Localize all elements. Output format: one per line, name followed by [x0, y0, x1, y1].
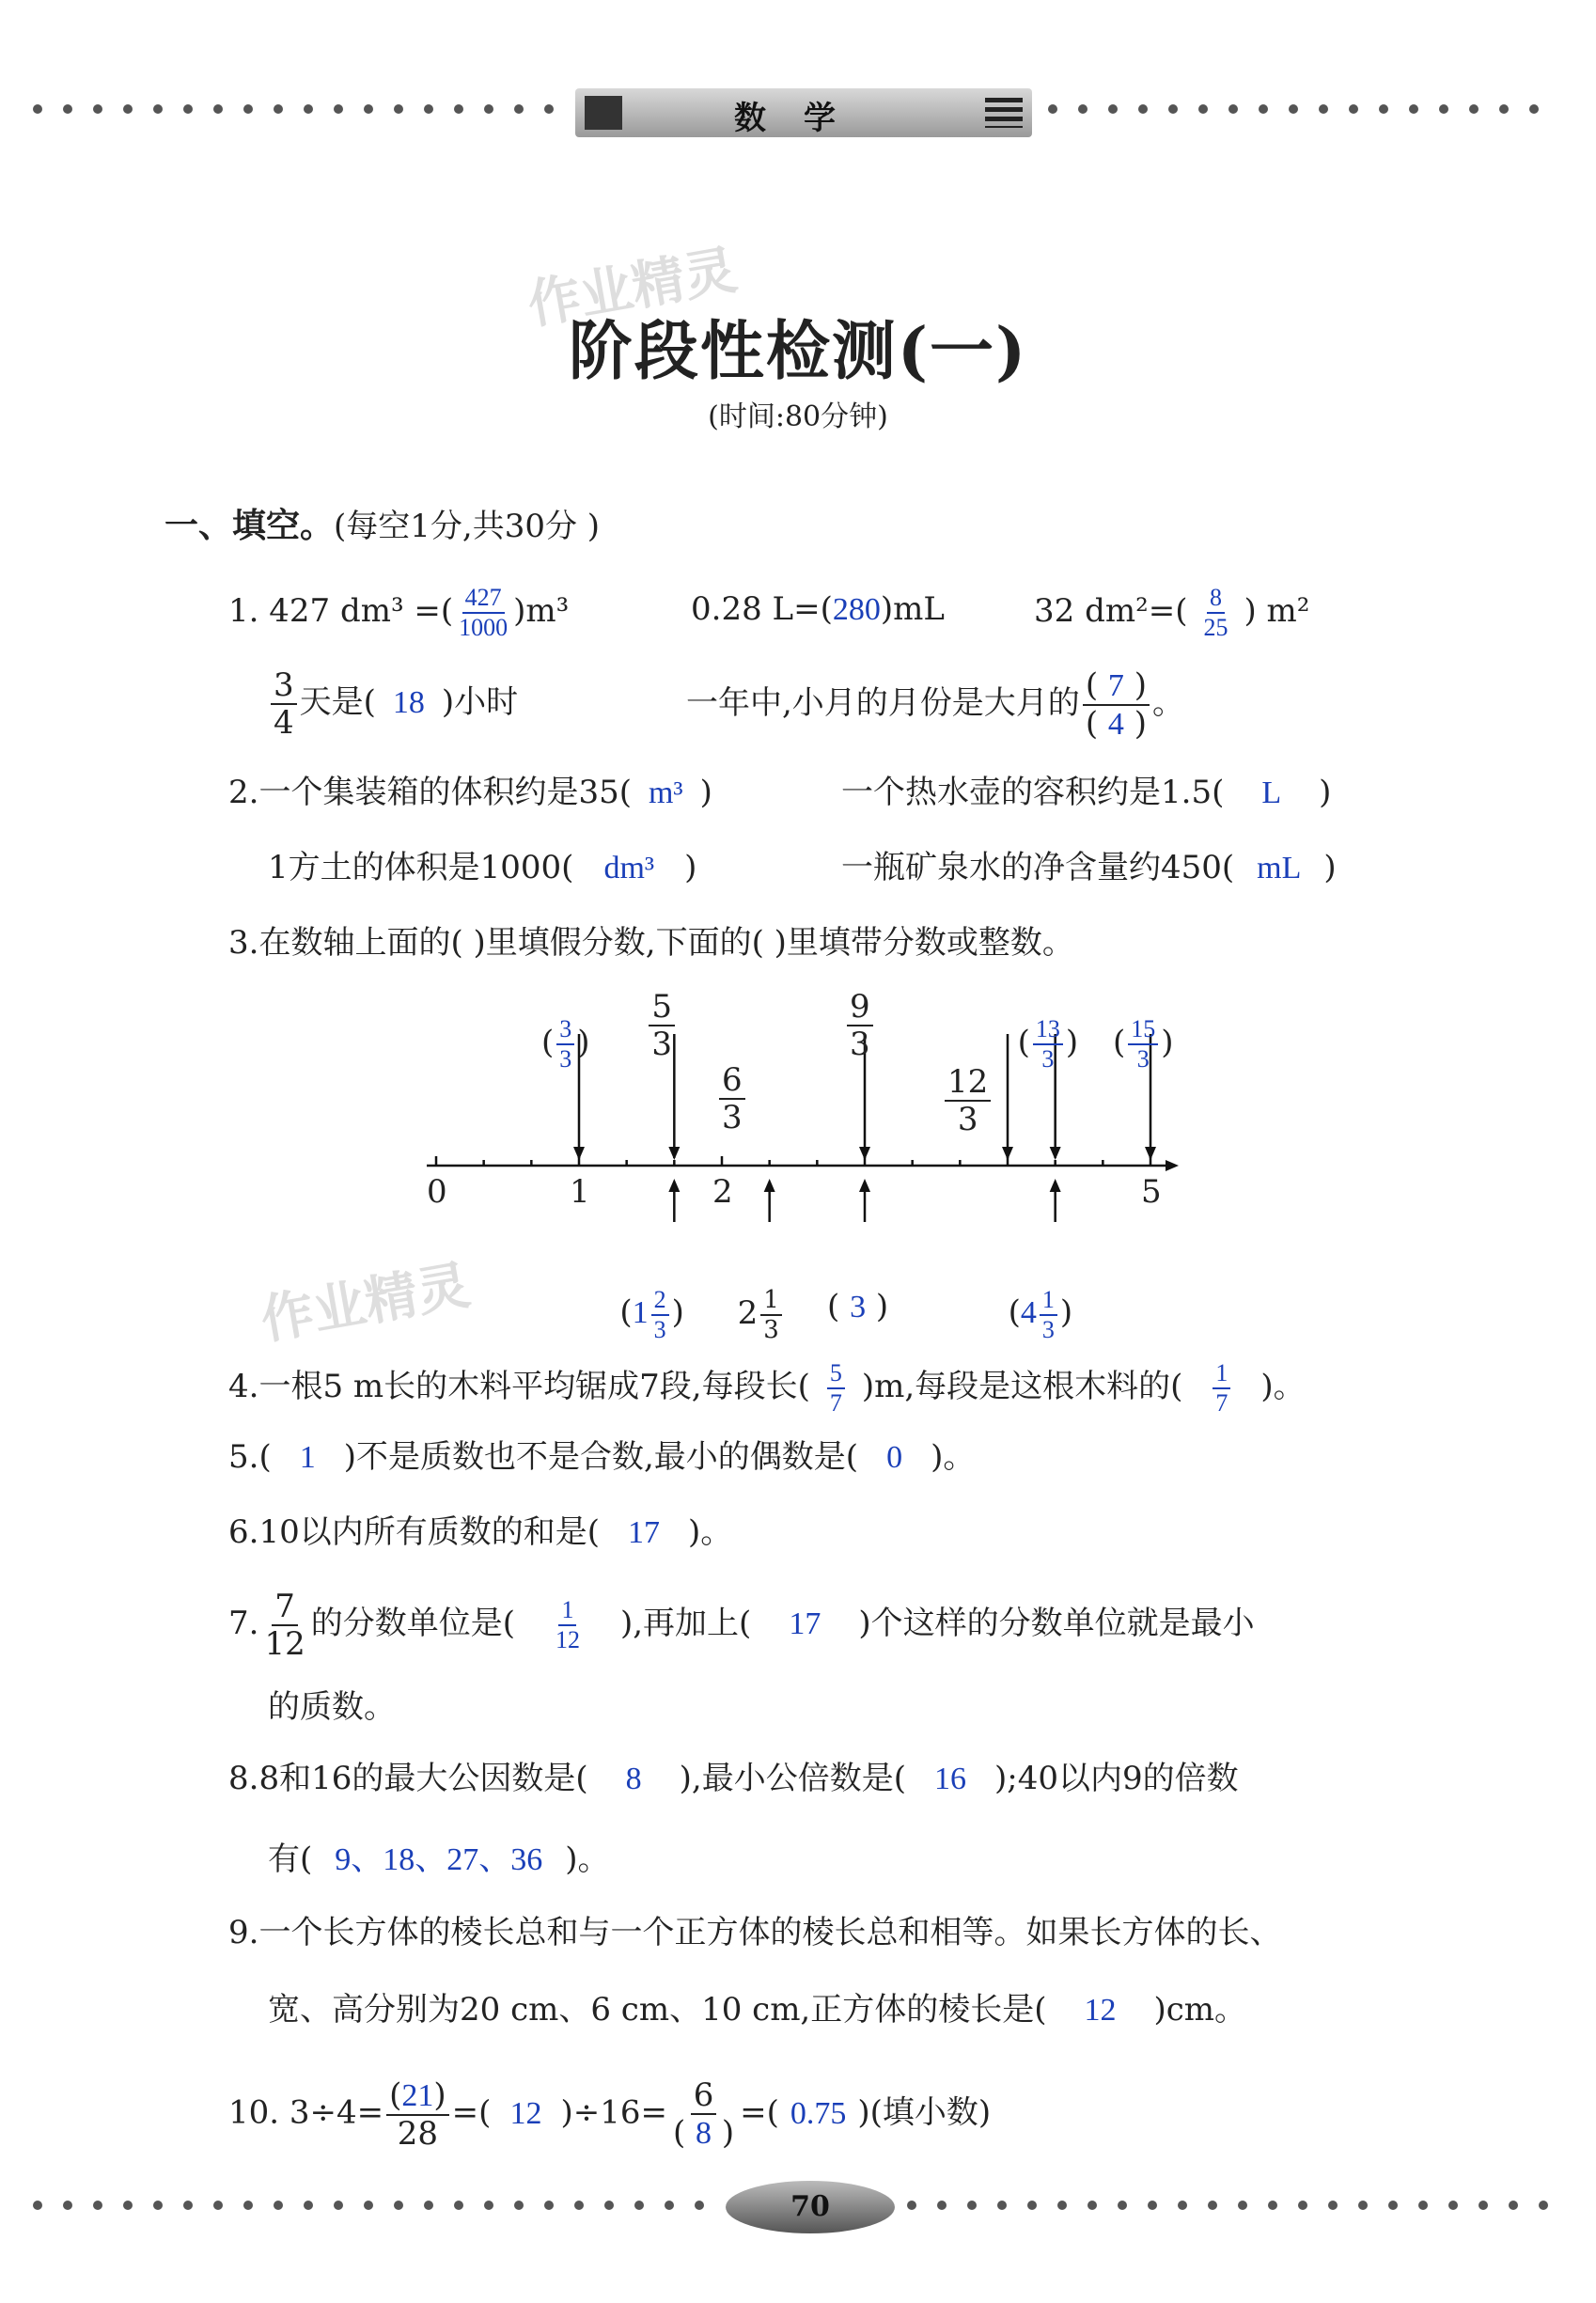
rule-dot — [484, 104, 493, 114]
rule-dot — [1379, 104, 1388, 114]
fraction: $\frac{3}{4}$ — [271, 669, 297, 739]
rule-dot — [33, 2201, 42, 2210]
rule-dot — [153, 104, 163, 114]
rule-dot — [1138, 104, 1148, 114]
rule-dot — [1509, 2201, 1518, 2210]
rule-dot — [274, 104, 283, 114]
q9-text: 9.一个长方体的棱长总和与一个正方体的棱长总和相等。如果长方体的长、 — [228, 1914, 1282, 1951]
rule-dot — [1529, 104, 1539, 114]
q8-text-cont: 有( 9、18、27、36 )。 — [268, 1841, 610, 1878]
rule-dot — [695, 2201, 704, 2210]
q8-text: 8.8和16的最大公因数是( 8 ),最小公倍数是( 16 );40以内9的倍数 — [228, 1760, 1239, 1797]
q2-part-c: 1方土的体积是1000( dm³ ) — [268, 849, 697, 886]
rule-dot — [274, 2201, 283, 2210]
answer-fraction: $\frac{6}{( 8 )}$ — [672, 2076, 735, 2152]
rule-dot — [1208, 2201, 1217, 2210]
rule-dot — [544, 104, 554, 114]
rule-dot — [1198, 104, 1208, 114]
answer: L — [1261, 776, 1282, 810]
rule-dot — [1148, 2201, 1157, 2210]
rule-dot — [1319, 104, 1328, 114]
bottom-mixed-label: (4 $\frac{1}{3}$ ) — [1008, 1286, 1073, 1343]
rule-dot — [1418, 2201, 1428, 2210]
bottom-mixed-label: ( 3 ) — [827, 1288, 889, 1325]
rule-dot — [1388, 2201, 1398, 2210]
q2-part-b: 一个热水壶的容积约是1.5( L ) — [841, 774, 1332, 811]
rule-dot — [364, 104, 373, 114]
rule-dot — [1349, 104, 1358, 114]
rule-dot — [1168, 104, 1178, 114]
answer: $\frac{5}{7}$ — [827, 1361, 845, 1416]
rule-dot — [243, 2201, 253, 2210]
answer: 17 — [627, 1515, 660, 1550]
bottom-arrowhead — [859, 1179, 870, 1192]
bottom-arrowhead — [764, 1179, 775, 1192]
rule-dot — [634, 2201, 644, 2210]
rule-dot — [123, 2201, 133, 2210]
q2-part-a: 2.一个集装箱的体积约是35( m³ ) — [228, 774, 712, 811]
rule-dot — [93, 2201, 102, 2210]
rule-dot — [544, 2201, 554, 2210]
page-title: 阶段性检测(一) — [568, 314, 1028, 389]
rule-dot — [424, 2201, 433, 2210]
answer: $\frac{427}{1000}$ — [459, 584, 509, 641]
rule-dot — [213, 2201, 223, 2210]
q7-text: 7. $\frac{7}{12}$ 的分数单位是( $\frac{1}{12}$ ),再加上( 17 )个这样的分数单位就是最小 — [228, 1588, 1255, 1663]
top-fraction-label: $\frac{12}{3}$ — [942, 1066, 994, 1136]
rule-dot — [1078, 104, 1087, 114]
top-fraction-label: ( $\frac{15}{3}$ ) — [1113, 1015, 1174, 1073]
rule-dot — [514, 104, 524, 114]
answer: m³ — [648, 776, 683, 810]
rule-dot — [1268, 2201, 1277, 2210]
q1-part-a: 1. 427 dm³ =( $\frac{427}{1000}$ )m³ — [228, 584, 570, 641]
answer: 0 — [886, 1440, 903, 1475]
top-arrowhead — [668, 1147, 680, 1160]
q6-text: 6.10以内所有质数的和是( 17 )。 — [228, 1513, 733, 1551]
top-fraction-label: ( $\frac{13}{3}$ ) — [1017, 1015, 1079, 1073]
rule-dot — [153, 2201, 163, 2210]
rule-dot — [334, 2201, 343, 2210]
rule-dot — [1448, 2201, 1458, 2210]
rule-dot — [665, 2201, 674, 2210]
rule-dot — [213, 104, 223, 114]
rule-dot — [1409, 104, 1418, 114]
rule-dot — [243, 104, 253, 114]
q1-part-e: 一年中,小月的月份是大月的 $\frac{( 7 )}{( 4 )}$ 。 — [686, 666, 1184, 743]
answer-fraction: $\frac{( 7 )}{( 4 )}$ — [1083, 669, 1150, 741]
answer: dm³ — [603, 851, 655, 885]
rule-dot — [63, 2201, 72, 2210]
bottom-mixed-label: (1 $\frac{2}{3}$ ) — [619, 1286, 684, 1343]
top-arrowhead — [573, 1147, 585, 1160]
axis-label: 5 — [1141, 1173, 1162, 1211]
axis-label: 1 — [570, 1173, 590, 1211]
rule-dot — [304, 104, 313, 114]
answer: 18 — [392, 685, 425, 720]
top-arrowhead — [1145, 1147, 1156, 1160]
rule-dot — [183, 104, 193, 114]
rule-dot — [1108, 104, 1118, 114]
answer: 16 — [933, 1762, 966, 1796]
q1-part-d: $\frac{3}{4}$ 天是( 18 )小时 — [268, 669, 518, 739]
top-arrowhead — [1050, 1147, 1061, 1160]
rule-dot — [304, 2201, 313, 2210]
header-subject: 数学 — [734, 100, 873, 137]
watermark: 作业精灵 — [523, 239, 742, 337]
rule-dot — [1228, 104, 1238, 114]
rule-dot — [604, 2201, 614, 2210]
q7-text-cont: 的质数。 — [268, 1688, 396, 1726]
rule-dot — [123, 104, 133, 114]
top-fraction-label: $\frac{5}{3}$ — [646, 991, 678, 1060]
q2-part-d: 一瓶矿泉水的净含量约450( mL ) — [841, 849, 1337, 886]
rule-dot — [394, 104, 403, 114]
rule-dot — [93, 104, 102, 114]
bottom-arrowhead — [668, 1179, 680, 1192]
axis-label: 0 — [427, 1173, 447, 1211]
top-fraction-label: $\frac{6}{3}$ — [716, 1064, 748, 1134]
answer: 1 — [299, 1440, 316, 1475]
q10-text: 10. 3÷4= $\frac{(21)}{28}$ =( 12 )÷16= $\frac{6}{( 8 )}$ =( 0.75 )(填小数) — [228, 2076, 992, 2153]
rule-dot — [1118, 2201, 1127, 2210]
answer: $\frac{8}{25}$ — [1203, 584, 1228, 641]
rule-dot — [394, 2201, 403, 2210]
rule-dot — [1048, 104, 1057, 114]
q5-text: 5.( 1 )不是质数也不是合数,最小的偶数是( 0 )。 — [228, 1438, 976, 1476]
watermark-2: 作业精灵 — [256, 1254, 475, 1352]
rule-dot — [183, 2201, 193, 2210]
rule-dot — [1087, 2201, 1097, 2210]
rule-dot — [574, 2201, 584, 2210]
rule-dot — [1469, 104, 1479, 114]
answer: 12 — [1084, 1993, 1117, 2028]
section-title: 一、填空。 — [164, 507, 335, 545]
rule-dot — [1499, 104, 1509, 114]
page-number: 70 — [726, 2181, 895, 2233]
answer: mL — [1257, 851, 1302, 885]
rule-dot — [364, 2201, 373, 2210]
answer-fraction: $\frac{(21)}{28}$ — [386, 2079, 449, 2150]
q1-part-b: 0.28 L=(280)mL — [691, 590, 945, 628]
axis-arrowhead — [1166, 1160, 1179, 1171]
section-note: (每空1分,共30分 ) — [334, 508, 601, 545]
lines-icon — [985, 98, 1023, 128]
section-heading — [164, 508, 600, 545]
rule-dot — [997, 2201, 1007, 2210]
rule-dot — [1328, 2201, 1338, 2210]
top-arrowhead — [1002, 1147, 1013, 1160]
rule-dot — [424, 104, 433, 114]
fraction: $\frac{7}{12}$ — [264, 1588, 305, 1663]
header-banner — [575, 88, 1032, 137]
rule-dot — [967, 2201, 977, 2210]
answer: 12 — [509, 2095, 542, 2131]
rule-dot — [1289, 104, 1298, 114]
rule-dot — [1027, 2201, 1037, 2210]
rule-dot — [1238, 2201, 1247, 2210]
rule-dot — [33, 104, 42, 114]
bottom-arrowhead — [1050, 1179, 1061, 1192]
rule-dot — [1539, 2201, 1548, 2210]
top-arrowhead — [859, 1147, 870, 1160]
rule-dot — [63, 104, 72, 114]
rule-dot — [907, 2201, 916, 2210]
answer: $\frac{1}{12}$ — [555, 1596, 580, 1653]
rule-dot — [454, 104, 463, 114]
answer: 9、18、27、36 — [335, 1842, 543, 1877]
answer: 280 — [832, 592, 881, 627]
page-subtitle: (时间:80分钟) — [708, 400, 888, 433]
bottom-mixed-label: 2 $\frac{1}{3}$ — [738, 1288, 785, 1342]
q4-text: 4.一根5 m长的木料平均锯成7段,每段长( $\frac{5}{7}$ )m,每段是这根木料的( $\frac{1}{7}$ )。 — [228, 1359, 1306, 1417]
answer: 0.75 — [790, 2095, 847, 2131]
rule-dot — [937, 2201, 947, 2210]
rule-dot — [334, 104, 343, 114]
rule-dot — [454, 2201, 463, 2210]
top-fraction-label: $\frac{9}{3}$ — [844, 991, 876, 1060]
rule-dot — [1298, 2201, 1307, 2210]
axis-label: 2 — [712, 1173, 733, 1211]
q9-text-cont: 宽、高分别为20 cm、6 cm、10 cm,正方体的棱长是( 12 )cm。 — [268, 1991, 1247, 2029]
top-fraction-label: ( $\frac{3}{3}$ ) — [541, 1015, 590, 1073]
rule-dot — [1259, 104, 1268, 114]
rule-dot — [1178, 2201, 1187, 2210]
rule-dot — [484, 2201, 493, 2210]
rule-dot — [514, 2201, 524, 2210]
rule-dot — [1358, 2201, 1368, 2210]
answer: 17 — [789, 1606, 821, 1641]
answer: $\frac{1}{7}$ — [1213, 1361, 1230, 1416]
rule-dot — [1439, 104, 1448, 114]
rule-dot — [1057, 2201, 1067, 2210]
rule-dot — [1479, 2201, 1488, 2210]
q3-text: 3.在数轴上面的( )里填假分数,下面的( )里填带分数或整数。 — [228, 924, 1074, 962]
answer: 8 — [625, 1762, 642, 1796]
q1-part-c: 32 dm²=( $\frac{8}{25}$ ) m² — [1034, 584, 1310, 641]
